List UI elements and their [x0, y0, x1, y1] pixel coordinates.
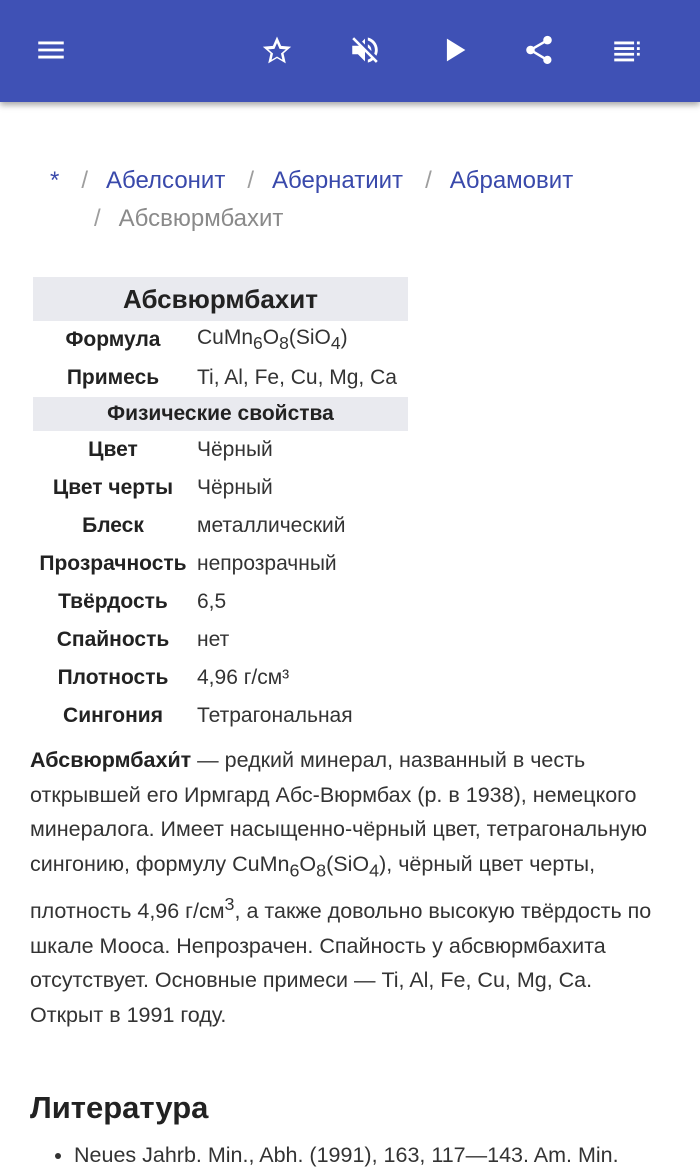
play-icon — [437, 33, 471, 67]
infobox-section-title: Физические свойства — [33, 397, 408, 431]
infobox-label: Спайность — [56, 628, 170, 651]
breadcrumb-separator: / — [425, 167, 432, 194]
breadcrumb-root-link[interactable]: * — [50, 167, 60, 194]
infobox-label: Сингония — [63, 704, 163, 727]
favorite-button[interactable] — [253, 26, 301, 74]
play-button[interactable] — [430, 26, 478, 74]
breadcrumb-separator: / — [94, 205, 101, 232]
breadcrumb — [50, 162, 670, 238]
infobox-value: 6,5 — [197, 590, 227, 613]
infobox-label: Прозрачность — [39, 552, 187, 575]
app-bar — [0, 0, 700, 102]
literature-item: • Neues Jahrb. Min., Abh. (1991), 163, 117—143. Am. Min. — [74, 1138, 700, 1172]
infobox-label: Плотность — [57, 666, 169, 689]
infobox-label: Цвет черты — [52, 476, 174, 499]
menu-button[interactable] — [27, 26, 75, 74]
infobox-value: металлический — [197, 514, 346, 537]
share-icon — [522, 33, 556, 67]
mineral-infobox — [33, 277, 408, 735]
breadcrumb-separator: / — [81, 167, 89, 194]
volume-off-icon — [348, 33, 382, 67]
infobox-formula: $CuMn_6O_8(SiO_4)$ — [197, 325, 348, 354]
breadcrumb-current: Абсвюрмбахит — [118, 205, 284, 232]
star-outline-icon — [260, 33, 294, 67]
infobox-value: Ti, Al, Fe, Cu, Mg, Ca — [197, 366, 397, 389]
infobox-value: Чёрный — [197, 476, 273, 499]
breadcrumb-link[interactable]: Абрамовит — [449, 167, 574, 194]
infobox-title: Абсвюрмбахит — [33, 277, 408, 321]
share-button[interactable] — [515, 26, 563, 74]
infobox-label: Блеск — [82, 514, 144, 537]
infobox-label: Формула — [65, 328, 161, 351]
infobox-label: Примесь — [66, 366, 160, 389]
infobox-value: Тетрагональная — [197, 704, 353, 727]
infobox-value: 4,96 г/см³ — [197, 666, 290, 689]
article-paragraph: Абсвюрмбахи́т — редкий минерал, названный в честь открывшей его Ирмгард Абс-Вюрмбах (р. в 1938), немецкого минералога. Имеет насыщенно-чёрный цвет, тетрагональную сингонию, формулу $CuMn_6O_8(SiO_4)$, чёрный цвет черты, плотность 4,96 $г/см^3$, а также довольно высокую твёрдость по шкале Мооса. Непрозрачен. Спайность у абсвюрмбахита отсутствует. Основные примеси — Ti, Al, Fe, Cu, Mg, Ca. Открыт в 1991 году. — [30, 748, 652, 1027]
mute-button[interactable] — [341, 26, 389, 74]
infobox-label: Цвет — [88, 438, 138, 461]
list-button[interactable] — [603, 26, 651, 74]
menu-icon — [34, 33, 68, 67]
breadcrumb-link[interactable]: Абернатиит — [272, 167, 404, 194]
infobox-value: Чёрный — [197, 438, 273, 461]
breadcrumb-link[interactable]: Абелсонит — [106, 167, 226, 194]
list-icon — [610, 33, 644, 67]
breadcrumb-separator: / — [247, 167, 254, 194]
infobox-label: Твёрдость — [58, 590, 168, 613]
article-term: Абсвюрмбахи́т — [30, 748, 192, 772]
infobox-value: нет — [197, 628, 230, 651]
literature-heading: Литература — [30, 1090, 209, 1125]
infobox-value: непрозрачный — [197, 552, 337, 575]
